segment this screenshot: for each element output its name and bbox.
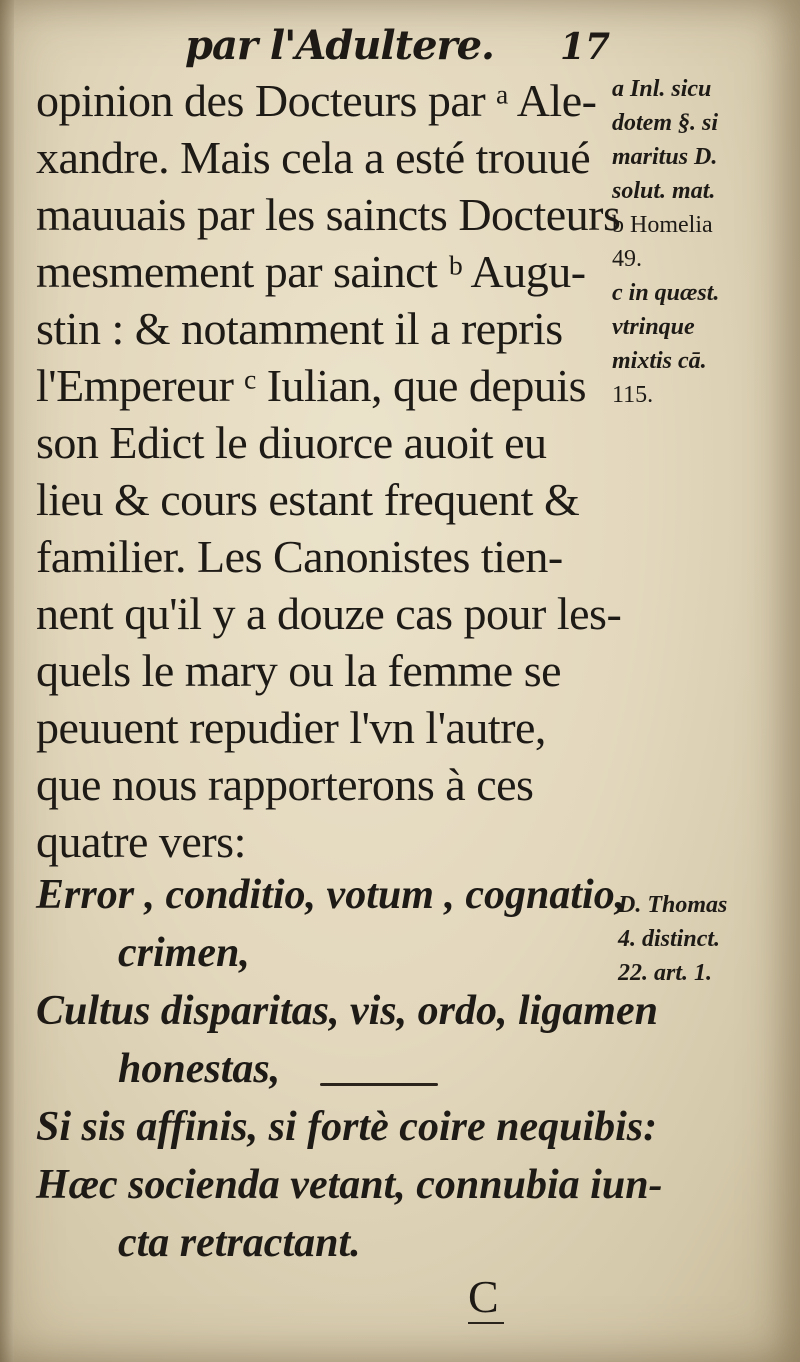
verse-line: Si sis affinis, si fortè coire nequibis:	[36, 1104, 658, 1150]
separator-rule	[320, 1083, 438, 1086]
text-line: son Edict le diuorce auoit eu	[36, 417, 547, 468]
margin-notes-bottom	[618, 888, 798, 990]
page-number: 17	[560, 26, 611, 68]
margin-note: D. Thomas	[618, 892, 728, 918]
text-line: quels le mary ou la femme se	[36, 645, 562, 696]
catchword: C	[468, 1271, 499, 1322]
verse-line: honestas,	[118, 1046, 281, 1092]
main-text-block	[36, 72, 626, 870]
text-line: stin : & notamment il a repris	[36, 303, 563, 354]
verse-line: cta retractant.	[118, 1220, 361, 1266]
margin-note: mixtis cā.	[612, 348, 707, 374]
text-line: que nous rapporterons à ces	[36, 759, 534, 810]
verse-line: Cultus disparitas, vis, ordo, ligamen	[36, 988, 658, 1034]
margin-note: solut. mat.	[612, 178, 716, 204]
verse-line: Error , conditio, votum , cognatio,	[36, 872, 626, 918]
running-head: par l'Adultere.	[185, 22, 494, 69]
margin-note: 22. art. 1.	[618, 960, 713, 986]
verse-line: crimen,	[118, 930, 250, 976]
text-line: l'Empereur ᶜ Iulian, que depuis	[36, 360, 586, 411]
margin-note: 49.	[612, 246, 642, 272]
margin-note: 4. distinct.	[618, 926, 721, 952]
margin-note: b Homelia	[612, 212, 713, 238]
text-line: lieu & cours estant frequent &	[36, 474, 580, 525]
catchword-underline	[468, 1322, 504, 1324]
verse-line: Hæc socienda vetant, connubia iun-	[36, 1162, 663, 1208]
margin-notes-top	[612, 72, 797, 412]
page-header	[0, 14, 640, 74]
margin-note: dotem §. si	[612, 110, 718, 136]
text-line: opinion des Docteurs par ᵃ Ale-	[36, 75, 597, 126]
text-line: nent qu'il y a douze cas pour les-	[36, 588, 622, 639]
text-line: mesmement par sainct ᵇ Augu-	[36, 246, 586, 297]
text-line: mauuais par les saincts Docteurs	[36, 189, 621, 240]
margin-note: c in quæst.	[612, 280, 720, 306]
margin-note: 115.	[612, 382, 654, 408]
text-line: peuuent repudier l'vn l'autre,	[36, 702, 546, 753]
page-gutter	[0, 0, 14, 1362]
margin-note: vtrinque	[612, 314, 695, 340]
text-line: familier. Les Canonistes tien-	[36, 531, 563, 582]
latin-verse	[36, 866, 663, 1272]
text-line: xandre. Mais cela a esté trouué	[36, 132, 591, 183]
margin-note: maritus D.	[612, 144, 718, 170]
text-line: quatre vers:	[36, 816, 246, 867]
margin-note: a Inl. sicu	[612, 76, 712, 102]
